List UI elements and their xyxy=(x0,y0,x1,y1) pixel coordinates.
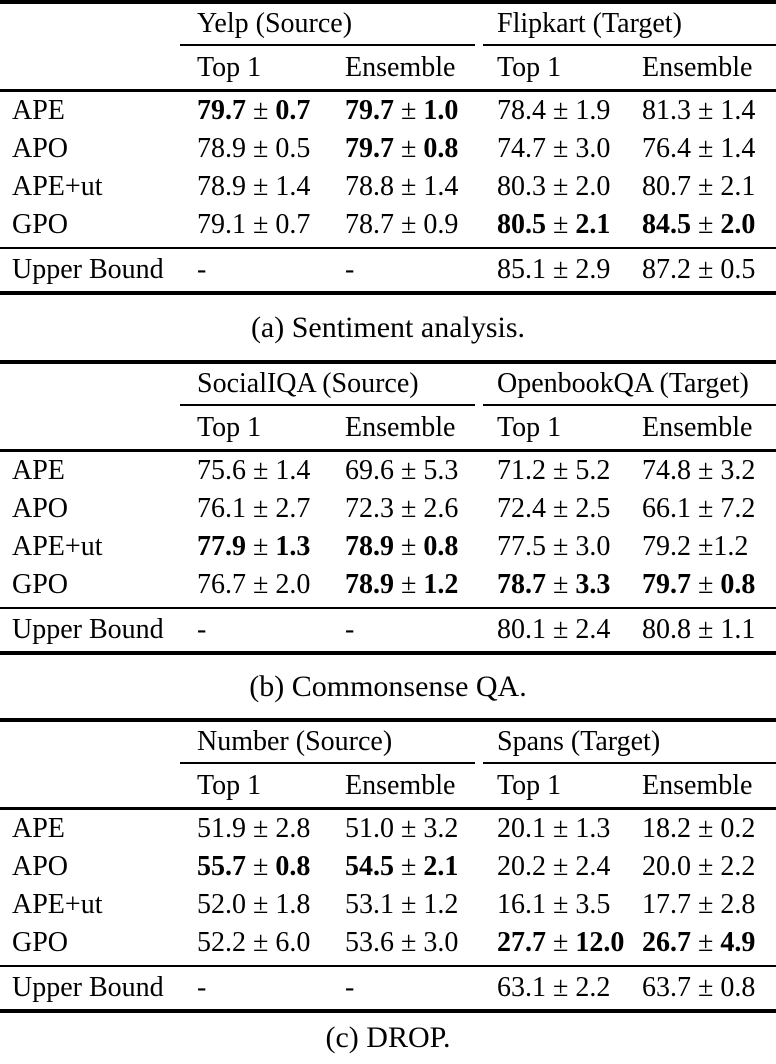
metric-cell: 79.7 ± 0.8 xyxy=(345,133,459,164)
table-caption: (c) DROP. xyxy=(325,1021,451,1054)
metric-cell: 20.0 ± 2.2 xyxy=(642,851,756,882)
column-header-ensemble-target: Ensemble xyxy=(642,411,753,443)
metric-cell: 78.9 ± 0.8 xyxy=(345,531,459,562)
row-label: APE+ut xyxy=(12,171,103,202)
metric-cell: 80.8 ± 1.1 xyxy=(642,614,756,645)
column-group-target: Spans (Target) xyxy=(497,726,661,757)
metric-cell: 74.7 ± 3.0 xyxy=(497,133,611,164)
metric-cell: 27.7 ± 12.0 xyxy=(497,927,625,958)
column-group-target: Flipkart (Target) xyxy=(497,8,682,39)
metric-cell: 80.5 ± 2.1 xyxy=(497,209,611,240)
column-group-source: Yelp (Source) xyxy=(197,8,353,39)
table-row xyxy=(0,249,776,291)
metric-cell: 76.1 ± 2.7 xyxy=(197,493,311,524)
metric-cell: - xyxy=(197,614,207,645)
metric-cell: 54.5 ± 2.1 xyxy=(345,851,459,882)
metric-cell: 78.4 ± 1.9 xyxy=(497,95,611,126)
row-label: APO xyxy=(12,133,69,164)
metric-cell: 72.3 ± 2.6 xyxy=(345,493,459,524)
table-row xyxy=(0,528,776,566)
row-label: APE+ut xyxy=(12,531,103,562)
table-row xyxy=(0,609,776,651)
metric-cell: 78.7 ± 0.9 xyxy=(345,209,459,240)
group-underline-row xyxy=(0,762,776,764)
column-header-top1-target: Top 1 xyxy=(497,769,562,801)
row-label: GPO xyxy=(12,209,69,240)
table-drop xyxy=(0,718,776,1063)
metric-cell: - xyxy=(197,972,207,1003)
column-group-target: OpenbookQA (Target) xyxy=(497,368,749,399)
table-row xyxy=(0,130,776,168)
upper-bound-label: Upper Bound xyxy=(12,972,164,1003)
row-label: APO xyxy=(12,493,69,524)
metric-cell: 55.7 ± 0.8 xyxy=(197,851,311,882)
metric-cell: 51.0 ± 3.2 xyxy=(345,813,459,844)
metric-cell: 78.9 ± 1.2 xyxy=(345,569,459,600)
table-row xyxy=(0,206,776,244)
metric-cell: - xyxy=(345,614,355,645)
metric-cell: 78.9 ± 1.4 xyxy=(197,171,311,202)
metric-cell: 18.2 ± 0.2 xyxy=(642,813,756,844)
row-label: GPO xyxy=(12,927,69,958)
metric-cell: 76.7 ± 2.0 xyxy=(197,569,311,600)
metric-cell: 80.7 ± 2.1 xyxy=(642,171,756,202)
table-row xyxy=(0,967,776,1009)
metric-cell: 79.7 ± 0.8 xyxy=(642,569,756,600)
row-label: APE xyxy=(12,813,65,844)
table-commonsense-qa xyxy=(0,360,776,718)
metric-cell: 80.3 ± 2.0 xyxy=(497,171,611,202)
group-underline-row xyxy=(0,44,776,46)
metric-cell: 80.1 ± 2.4 xyxy=(497,614,611,645)
column-header-ensemble-source: Ensemble xyxy=(345,411,456,443)
upper-bound-label: Upper Bound xyxy=(12,614,164,645)
metric-cell: 78.7 ± 3.3 xyxy=(497,569,611,600)
metric-cell: 79.7 ± 0.7 xyxy=(197,95,311,126)
metric-cell: 63.7 ± 0.8 xyxy=(642,972,756,1003)
group-underline-target xyxy=(483,44,776,46)
table-row xyxy=(0,848,776,886)
group-underline-source xyxy=(180,404,475,406)
table-caption: (b) Commonsense QA. xyxy=(249,669,527,703)
metric-cell: 79.2 ±1.2 xyxy=(642,531,749,562)
group-underline-source xyxy=(180,762,475,764)
metric-cell: 72.4 ± 2.5 xyxy=(497,493,611,524)
metric-cell: 51.9 ± 2.8 xyxy=(197,813,311,844)
column-header-top1-target: Top 1 xyxy=(497,51,562,83)
table-caption: (a) Sentiment analysis. xyxy=(250,310,526,344)
metric-cell: 87.2 ± 0.5 xyxy=(642,254,756,285)
table-row xyxy=(0,886,776,924)
group-underline-target xyxy=(483,404,776,406)
metric-cell: 85.1 ± 2.9 xyxy=(497,254,611,285)
metric-cell: 74.8 ± 3.2 xyxy=(642,455,756,486)
column-header-ensemble-target: Ensemble xyxy=(642,51,753,83)
table-row xyxy=(0,566,776,604)
metric-cell: 26.7 ± 4.9 xyxy=(642,927,756,958)
metric-cell: 77.9 ± 1.3 xyxy=(197,531,311,562)
row-label: APE xyxy=(12,95,65,126)
metric-cell: 53.1 ± 1.2 xyxy=(345,889,459,920)
metric-cell: 79.1 ± 0.7 xyxy=(197,209,311,240)
metric-cell: 16.1 ± 3.5 xyxy=(497,889,611,920)
metric-cell: 75.6 ± 1.4 xyxy=(197,455,311,486)
table-row xyxy=(0,810,776,848)
column-header-ensemble-source: Ensemble xyxy=(345,769,456,801)
column-header-top1-source: Top 1 xyxy=(197,51,262,83)
table-row xyxy=(0,168,776,206)
metric-cell: 52.0 ± 1.8 xyxy=(197,889,311,920)
metric-cell: 77.5 ± 3.0 xyxy=(497,531,611,562)
column-header-top1-target: Top 1 xyxy=(497,411,562,443)
upper-bound-section xyxy=(0,967,776,1009)
metric-cell: - xyxy=(345,254,355,285)
metric-cell: 53.6 ± 3.0 xyxy=(345,927,459,958)
table-body xyxy=(0,452,776,604)
metric-cell: 69.6 ± 5.3 xyxy=(345,455,459,486)
upper-bound-section xyxy=(0,609,776,651)
column-header-ensemble-source: Ensemble xyxy=(345,51,456,83)
column-header-top1-source: Top 1 xyxy=(197,769,262,801)
metric-cell: - xyxy=(197,254,207,285)
metric-cell: 20.1 ± 1.3 xyxy=(497,813,611,844)
column-group-source: SocialIQA (Source) xyxy=(197,368,419,399)
table-row xyxy=(0,924,776,962)
row-label: APE+ut xyxy=(12,889,103,920)
row-label: GPO xyxy=(12,569,69,600)
metric-cell: 20.2 ± 2.4 xyxy=(497,851,611,882)
metric-cell: 71.2 ± 5.2 xyxy=(497,455,611,486)
metric-cell: 17.7 ± 2.8 xyxy=(642,889,756,920)
metric-cell: 81.3 ± 1.4 xyxy=(642,95,756,126)
column-header-top1-source: Top 1 xyxy=(197,411,262,443)
group-underline-row xyxy=(0,404,776,406)
upper-bound-section xyxy=(0,249,776,291)
column-group-source: Number (Source) xyxy=(197,726,393,757)
table-sentiment-analysis xyxy=(0,0,776,360)
metric-cell: 63.1 ± 2.2 xyxy=(497,972,611,1003)
group-underline-source xyxy=(180,44,475,46)
row-label: APE xyxy=(12,455,65,486)
table-body xyxy=(0,810,776,962)
metric-cell: - xyxy=(345,972,355,1003)
metric-cell: 78.9 ± 0.5 xyxy=(197,133,311,164)
metric-cell: 78.8 ± 1.4 xyxy=(345,171,459,202)
row-label: APO xyxy=(12,851,69,882)
table-row xyxy=(0,452,776,490)
column-header-ensemble-target: Ensemble xyxy=(642,769,753,801)
group-underline-target xyxy=(483,762,776,764)
table-row xyxy=(0,92,776,130)
table-body xyxy=(0,92,776,244)
upper-bound-label: Upper Bound xyxy=(12,254,164,285)
metric-cell: 52.2 ± 6.0 xyxy=(197,927,311,958)
metric-cell: 66.1 ± 7.2 xyxy=(642,493,756,524)
table-row xyxy=(0,490,776,528)
metric-cell: 84.5 ± 2.0 xyxy=(642,209,756,240)
metric-cell: 76.4 ± 1.4 xyxy=(642,133,756,164)
metric-cell: 79.7 ± 1.0 xyxy=(345,95,459,126)
